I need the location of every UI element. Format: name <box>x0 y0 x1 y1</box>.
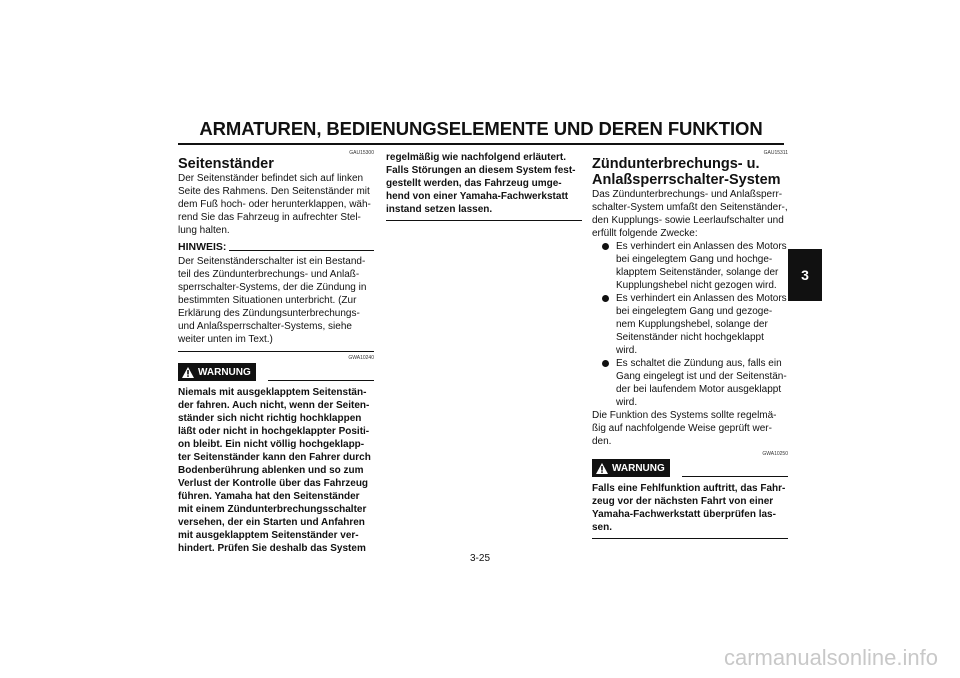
warning-rule <box>682 476 788 477</box>
text-line: bestimmten Situationen unterbricht. (Zur <box>178 295 357 306</box>
text-line: Es verhindert ein Anlassen des Motors <box>616 293 787 304</box>
text-line: bei eingelegtem Gang und gezoge- <box>616 306 773 317</box>
warning-rule <box>268 380 374 381</box>
text-line: mit einem Zündunterbrechungsschalter <box>178 504 367 515</box>
warning-header <box>592 459 788 477</box>
warning-triangle-icon <box>182 367 194 378</box>
text-line: Der Seitenständerschalter ist ein Bestand- <box>178 256 366 267</box>
text-line: ter Seitenständer kann den Fahrer durch <box>178 452 371 463</box>
chapter-tab: 3 <box>788 249 822 301</box>
text-line: wird. <box>616 345 638 356</box>
intro-paragraph <box>592 188 788 240</box>
text-line: den Kupplungs- sowie Leerlaufschalter und <box>592 215 784 226</box>
column-2 <box>386 151 582 221</box>
text-line: Erklärung des Zündungsunterbrechungs- <box>178 308 360 319</box>
text-line: läßt oder nicht in hochgeklappter Positi- <box>178 426 370 437</box>
text-line: Seite des Rahmens. Den Seitenständer mit <box>178 186 370 197</box>
text-line: klapptem Seitenständer, solange der <box>616 267 779 278</box>
text-line: Gang eingelegt ist und der Seitenstän- <box>616 371 787 382</box>
text-line: Verlust der Kontrolle über das Fahrzeug <box>178 478 369 489</box>
text-line: mit ausgeklapptem Seitenständer ver- <box>178 530 359 541</box>
header-rule <box>178 143 784 145</box>
text-line: gestellt werden, das Fahrzeug umge- <box>386 178 562 189</box>
text-line: führen. Yamaha hat den Seitenständer <box>178 491 360 502</box>
warning-triangle-icon <box>596 463 608 474</box>
warning-badge <box>592 459 670 477</box>
text-line: dem Fuß hoch- oder herunterklappen, wäh- <box>178 199 371 210</box>
text-line: hindert. Prüfen Sie deshalb das System <box>178 543 366 554</box>
text-line: nem Kupplungshebel, solange der <box>616 319 768 330</box>
text-line: teil des Zündunterbrechungs- und Anlaß- <box>178 269 360 280</box>
note-header <box>178 241 374 253</box>
warning-header <box>178 363 374 381</box>
warning-text <box>178 386 374 555</box>
list-item <box>602 292 788 357</box>
text-line: Niemals mit ausgeklapptem Seitenstän- <box>178 387 367 398</box>
section-heading-seitenstaender: Seitenständer <box>178 156 274 172</box>
text-line: der fahren. Auch nicht, wenn der Seiten- <box>178 400 370 411</box>
text-line: ßig auf nachfolgende Weise geprüft wer- <box>592 423 772 434</box>
warning-label: WARNUNG <box>612 462 665 474</box>
bullet-icon <box>602 295 609 302</box>
text-line: Seitenständer nicht hochgeklappt <box>616 332 764 343</box>
heading-line: Anlaßsperrschalter-System <box>592 172 781 188</box>
warning-code: GWA10250 <box>762 451 788 457</box>
text-line: weiter unten im Text.) <box>178 334 273 345</box>
text-line: hend von einer Yamaha-Fachwerkstatt <box>386 191 569 202</box>
section-code: GAU15300 <box>349 150 374 156</box>
text-line: Das Zündunterbrechungs- und Anlaßsperr- <box>592 189 783 200</box>
page-title: ARMATUREN, BEDIENUNGSELEMENTE UND DEREN FUNKTION <box>199 118 763 139</box>
warning-end-rule <box>592 538 788 539</box>
text-line: sen. <box>592 522 613 533</box>
warning-label: WARNUNG <box>198 366 251 378</box>
bullet-icon <box>602 360 609 367</box>
text-line: regelmäßig wie nachfolgend erläutert. <box>386 152 567 163</box>
warning-text-continued <box>386 151 582 216</box>
warning-end-rule <box>386 220 582 221</box>
text-line: ständer sich nicht richtig hochklappen <box>178 413 362 424</box>
text-line: rend Sie das Fahrzeug in aufrechter Stel- <box>178 212 361 223</box>
text-line: Die Funktion des Systems sollte regelmä- <box>592 410 777 421</box>
warning-code: GWA10240 <box>348 355 374 361</box>
column-3 <box>592 150 788 539</box>
text-line: Es verhindert ein Anlassen des Motors <box>616 241 787 252</box>
list-item <box>602 240 788 292</box>
note-text <box>178 255 374 346</box>
text-line: Der Seitenständer befindet sich auf linken <box>178 173 364 184</box>
intro-paragraph <box>178 172 374 237</box>
text-line: Bodenberührung ablenken und so zum <box>178 465 364 476</box>
text-line: der bei laufendem Motor ausgeklappt <box>616 384 782 395</box>
text-line: versehen, der ein Starten und Anfahren <box>178 517 365 528</box>
text-line: erfüllt folgende Zwecke: <box>592 228 698 239</box>
text-line: zeug vor der nächsten Fahrt von einer <box>592 496 774 507</box>
note-label: HINWEIS: <box>178 241 227 253</box>
heading-line: Zündunterbrechungs- u. <box>592 156 760 172</box>
text-line: Falls eine Fehlfunktion auftritt, das Fahr- <box>592 483 786 494</box>
outro-paragraph <box>592 409 788 448</box>
text-line: schalter-System umfaßt den Seitenständer-, <box>592 202 788 213</box>
column-1 <box>178 150 374 555</box>
text-line: bei eingelegtem Gang und hochge- <box>616 254 773 265</box>
list-item <box>602 357 788 409</box>
text-line: sperrschalter-Systems, der die Zündung in <box>178 282 367 293</box>
text-line: Kupplungshebel nicht gezogen wird. <box>616 280 777 291</box>
text-line: den. <box>592 436 612 447</box>
text-line: wird. <box>616 397 638 408</box>
section-heading-zuendunterbrechung <box>592 156 788 188</box>
text-line: lung halten. <box>178 225 230 236</box>
text-line: und Anlaßsperrschalter-Systems, siehe <box>178 321 352 332</box>
page-header <box>178 118 784 145</box>
text-line: on bleibt. Ein nicht völlig hochgeklapp- <box>178 439 365 450</box>
text-line: Falls Störungen an diesem System fest- <box>386 165 576 176</box>
warning-text <box>592 482 788 534</box>
note-rule <box>229 250 374 251</box>
section-code: GAU15311 <box>763 150 788 156</box>
text-line: Es schaltet die Zündung aus, falls ein <box>616 358 782 369</box>
text-line: Yamaha-Fachwerkstatt überprüfen las- <box>592 509 776 520</box>
warning-badge <box>178 363 256 381</box>
purpose-list <box>592 240 788 409</box>
text-line: instand setzen lassen. <box>386 204 493 215</box>
watermark: carmanualsonline.info <box>723 645 938 670</box>
bullet-icon <box>602 243 609 250</box>
note-end-rule <box>178 351 374 352</box>
page-number: 3-25 <box>469 553 490 564</box>
